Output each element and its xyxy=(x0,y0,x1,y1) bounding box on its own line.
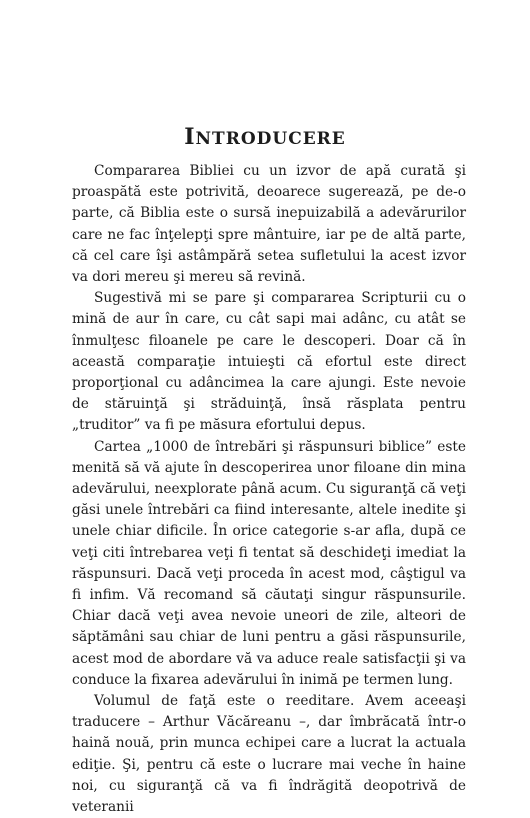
paragraph-4: Volumul de faţă este o reeditare. Avem aceeaşi traducere – Arthur Văcăreanu –, dar îmbrăcată într-o haină nouă, prin munca echipei care a lucrat la actuala ediţie. Şi, pentru că este o lucrare mai veche în haine noi, cu siguranţă că va fi îndrăgită deopotrivă de veteranii xyxy=(72,693,466,816)
paragraph-3: Cartea „1000 de întrebări şi răspunsuri biblice” este menită să vă ajute în descoperirea unor filoane din mina adevărului, neexplorate până acum. Cu siguranţă că veţi găsi unele întrebări ca fiind interesante, altele inedite şi unele chiar dificile. În orice categorie s-ar afla, după ce veţi citi întrebarea veţi fi tentat să deschideţi imediat la răspunsuri. Dacă veţi proceda în acest mod, câştigul va fi infim. Vă recomand să căutaţi singur răspunsurile. Chiar dacă veţi avea nevoie uneori de zile, alteori de săptămâni sau chiar de luni pentru a găsi răspunsurile, acest mod de abordare vă va aduce reale satisfacţii şi va conduce la fixarea adevărului în inimă pe termen lung. xyxy=(72,438,466,688)
title-initial: I xyxy=(184,124,196,150)
body-text xyxy=(72,161,466,818)
title-rest: NTRODUCERE xyxy=(195,129,346,149)
paragraph-1: Compararea Bibliei cu un izvor de apă curată şi proaspătă este potrivită, deoarece sugerează, pe de-o parte, că Biblia este o sursă inepuizabilă a adevărurilor care ne fac înţelepţi spre mântuire, iar pe de altă parte, că cel care îşi astâmpără setea sufletului la acest izvor va dori mereu şi mereu să revină. xyxy=(72,163,466,286)
paragraph-2: Sugestivă mi se pare şi compararea Scripturii cu o mină de aur în care, cu cât sapi mai adânc, cu atât se înmulţesc filoanele pe care le descoperi. Doar că în această comparaţie intuieşti că efortul este direct proporţional cu adâncimea la care ajungi. Este nevoie de stăruinţă şi străduinţă, însă răsplata pentru „truditor” va fi pe măsura efortului depus. xyxy=(72,290,466,434)
page-title xyxy=(0,124,530,150)
